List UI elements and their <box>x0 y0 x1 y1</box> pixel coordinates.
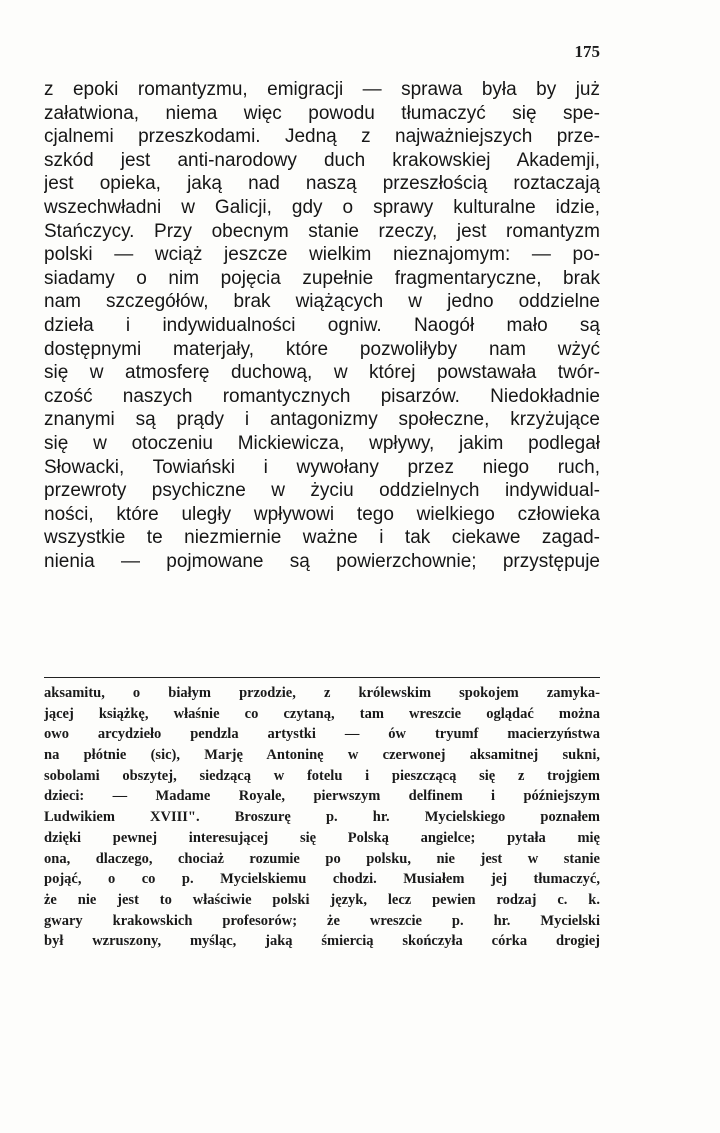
main-text-line: przewroty psychiczne w życiu oddzielnych indywidual- <box>44 480 600 502</box>
footnote-line: sobolami obszytej, siedzącą w fotelu i pieszczącą się z trojgiem <box>44 767 600 784</box>
main-text-line: jest opieka, jaką nad naszą przeszłością roztaczają <box>44 173 600 195</box>
main-text <box>44 78 600 573</box>
footnote-line: aksamitu, o białym przodzie, z królewskim spokojem zamyka- <box>44 685 600 701</box>
footnote-line: dzięki pewnej interesującej się Polską angielce; pytała mię <box>44 829 600 846</box>
main-text-line: polski — wciąż jeszcze wielkim nieznajomym: — po- <box>44 244 600 266</box>
main-text-line: dzieła i indywidualności ogniw. Naogół mało są <box>44 314 600 336</box>
main-text-line: się w otoczeniu Mickiewicza, wpływy, jakim podlegał <box>44 432 600 454</box>
main-text-line: siadamy o nim pojęcia zupełnie fragmentaryczne, brak <box>44 267 600 289</box>
main-text-line: nienia — pojmowane są powierzchownie; przystępuje <box>44 550 600 572</box>
main-text-line: cjalnemi przeszkodami. Jedną z najważniejszych prze- <box>44 126 600 148</box>
main-text-line: się w atmosferę duchową, w której powstawała twór- <box>44 362 600 384</box>
main-text-line: dostępnymi materjały, które pozwoliłyby nam wżyć <box>44 338 600 360</box>
main-text-line: Stańczycy. Przy obecnym stanie rzeczy, jest romantyzm <box>44 220 600 242</box>
footnote-line: dzieci: — Madame Royale, pierwszym delfinem i późniejszym <box>44 788 600 805</box>
main-text-line: wszechwładni w Galicji, gdy o sprawy kulturalne idzie, <box>44 196 600 218</box>
footnote-line: owo arcydzieło pendzla artystki — ów tryumf macierzyństwa <box>44 726 600 743</box>
footnote-line: pojąć, o co p. Mycielskiemu chodzi. Musiałem jej tłumaczyć, <box>44 871 600 888</box>
main-text-line: nam szczegółów, brak wiążących w jedno oddzielne <box>44 291 600 313</box>
page-number: 175 <box>574 42 600 61</box>
main-text-line: z epoki romantyzmu, emigracji — sprawa była by już <box>44 79 600 100</box>
footnote-line: że nie jest to właściwie polski język, lecz pewien rodzaj c. k. <box>44 891 600 908</box>
footnote-line: był wzruszony, myśląc, jaką śmiercią skończyła córka drogiej <box>44 933 600 950</box>
footnote-line: na płótnie (sic), Marję Antoninę w czerwonej aksamitnej sukni, <box>44 747 600 764</box>
main-text-line: szkód jest anti-narodowy duch krakowskiej Akademji, <box>44 149 600 171</box>
footnote <box>44 683 600 952</box>
main-text-line: wszystkie te niezmiernie ważne i tak ciekawe zagad- <box>44 527 600 549</box>
footnote-line: Ludwikiem XVIII". Broszurę p. hr. Mycielskiego poznałem <box>44 809 600 826</box>
footnote-line: gwary krakowskich profesorów; że wreszcie p. hr. Mycielski <box>44 912 600 929</box>
footnote-line: ona, dlaczego, chociaż rozumie po polsku, nie jest w stanie <box>44 850 600 867</box>
main-text-line: załatwiona, niema więc powodu tłumaczyć się spe- <box>44 102 600 124</box>
main-text-line: znanymi są prądy i antagonizmy społeczne, krzyżujące <box>44 409 600 431</box>
main-text-line: Słowacki, Towiański i wywołany przez niego ruch, <box>44 456 600 478</box>
footnote-line: jącej książkę, właśnie co czytaną, tam wreszcie oglądać można <box>44 705 600 722</box>
main-text-line: czość naszych romantycznych pisarzów. Niedokładnie <box>44 385 600 407</box>
main-text-line: ności, które uległy wpływowi tego wielkiego człowieka <box>44 503 600 525</box>
footnote-separator <box>44 677 600 678</box>
